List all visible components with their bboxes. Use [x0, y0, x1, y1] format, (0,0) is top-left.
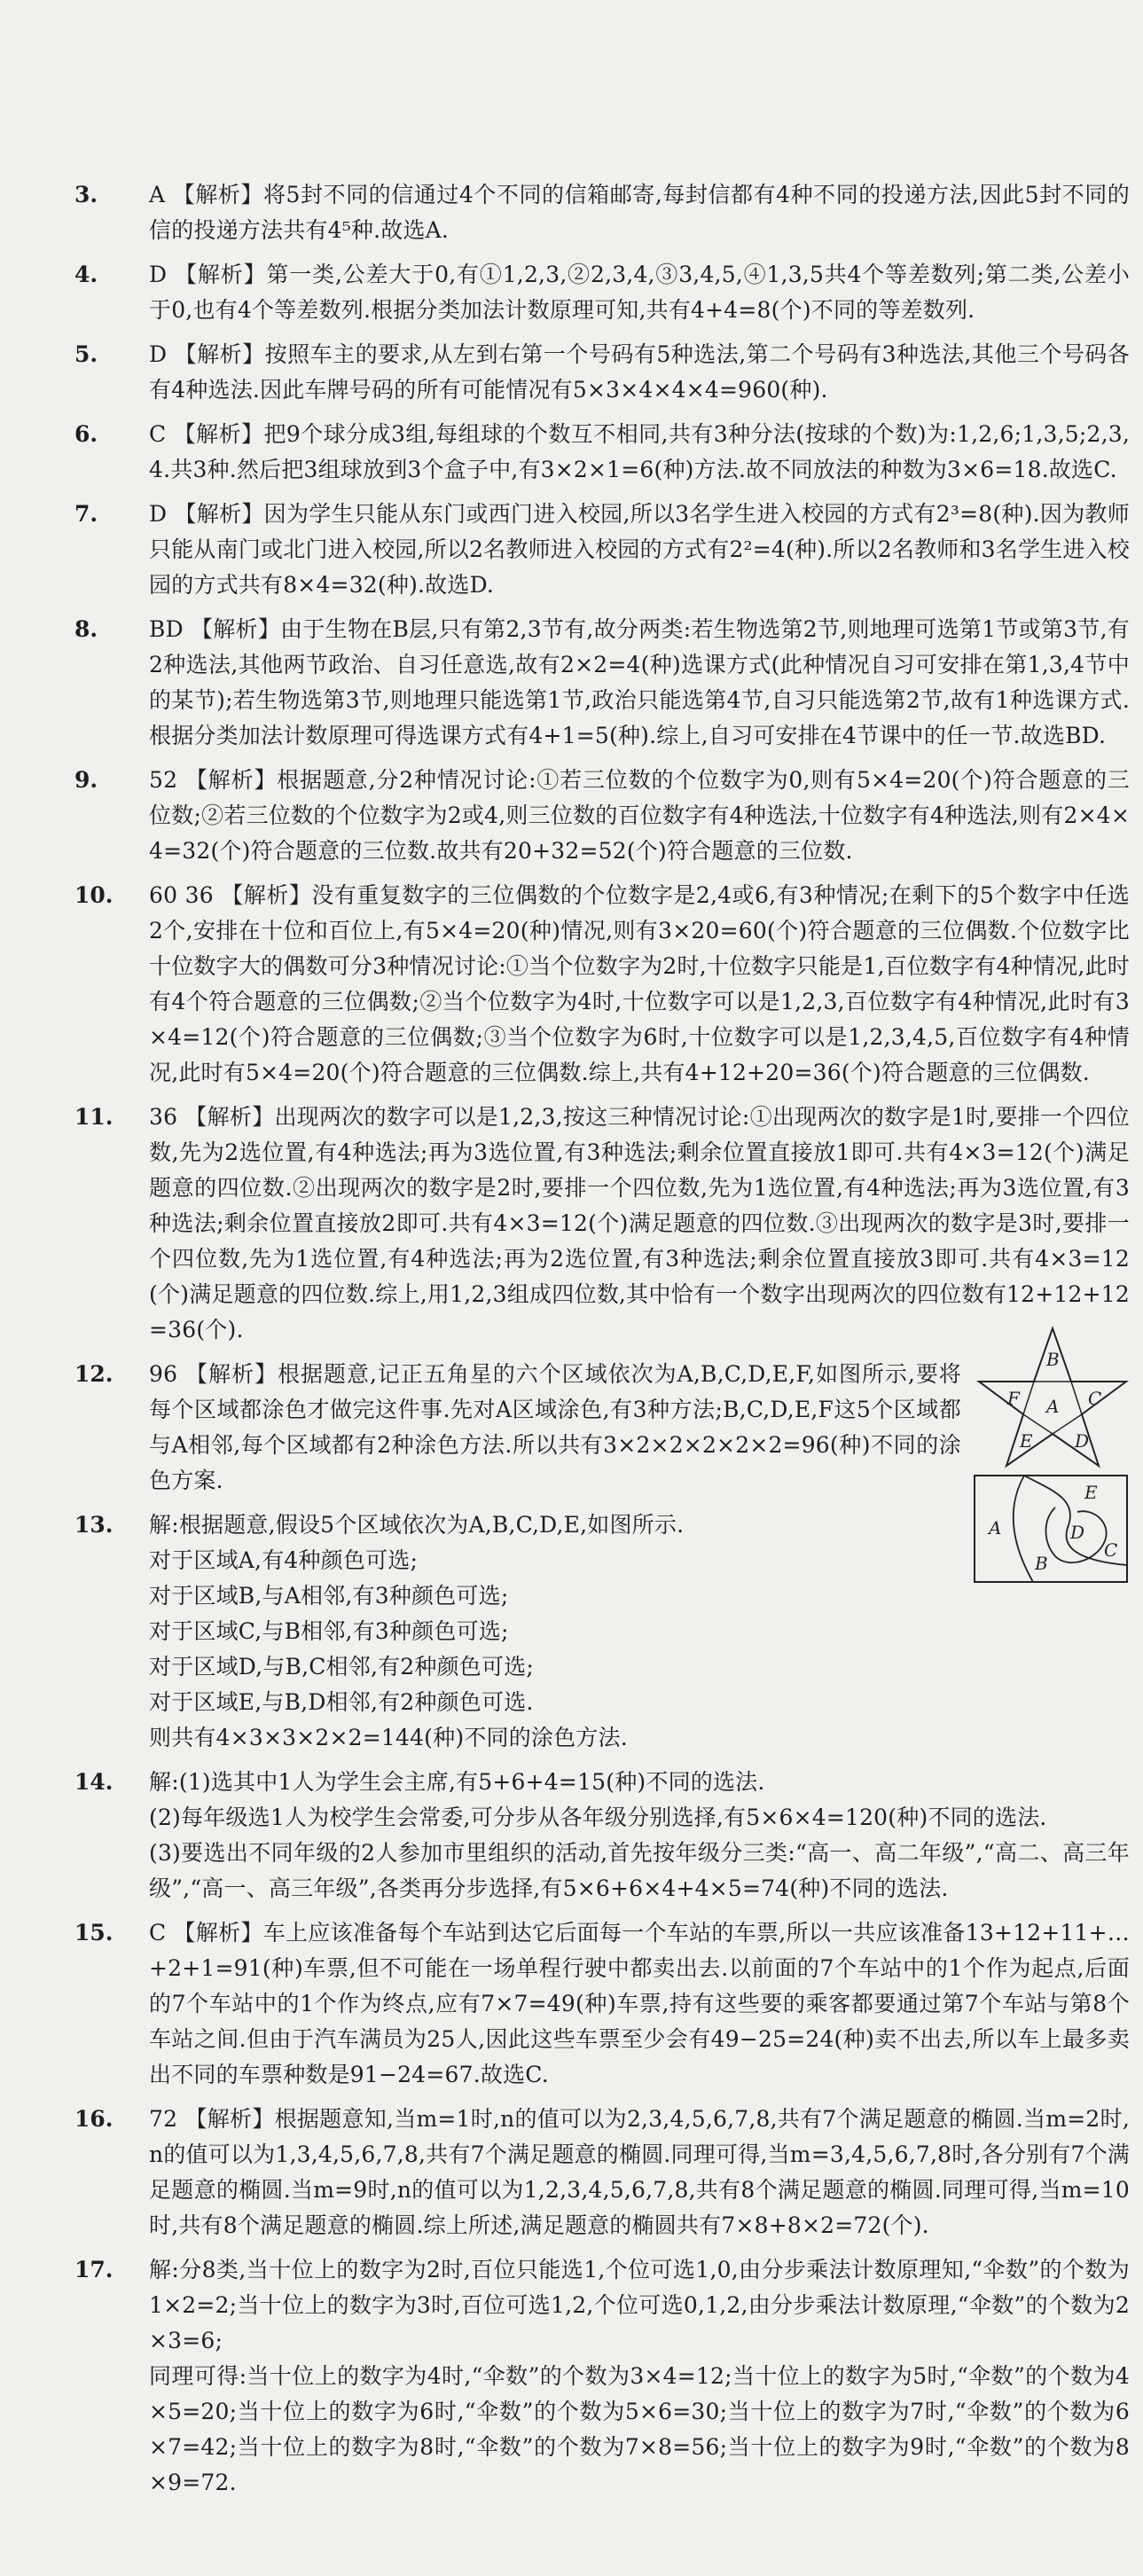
answer-item [74, 1100, 1130, 1348]
answer-number: 7. [74, 501, 98, 527]
star-label: F [1007, 1388, 1020, 1409]
answer-number: 14. [74, 1769, 114, 1795]
answer-text: 96 【解析】根据题意,记正五角星的六个区域依次为A,B,C,D,E,F,如图所示,要将每个区域都涂色才做完这件事.先对A区域涂色,有3种方法;B,C,D,E,F这5个区域都与A相邻,每个区域都有2种涂色方法.所以共有3×2×2×2×2×2=96(种)不同的涂色方案. [149, 1361, 961, 1493]
star-label: D [1075, 1430, 1090, 1452]
answer-item [74, 497, 1130, 603]
answer-number: 9. [74, 767, 98, 793]
answer-item [74, 177, 1130, 248]
answer-text: (3)要选出不同年级的2人参加市里组织的活动,首先按年级分三类:“高一、高二年级”,“高二、高三年级”,“高一、高三年级”,各类再分步选择,有5×6+6×4+4×5=74(种)不同的选法. [149, 1840, 1130, 1901]
answer-text: 解:分8类,当十位上的数字为2时,百位只能选1,个位可选1,0,由分步乘法计数原理知,“伞数”的个数为1×2=2;当十位上的数字为3时,百位可选1,2,个位可选0,1,2,由分步乘法计数原理,“伞数”的个数为2×3=6; [149, 2257, 1130, 2353]
map-label: A [989, 1517, 1002, 1539]
answer-item [74, 417, 1130, 488]
answer-number: 10. [74, 882, 114, 908]
answer-number: 11. [74, 1104, 114, 1130]
star-label: A [1046, 1396, 1060, 1417]
answer-text: (2)每年级选1人为校学生会常委,可分步从各年级分别选择,有5×6×4=120(种)不同的选法. [149, 1805, 1047, 1830]
answer-item [74, 337, 1130, 408]
answer-text: D 【解析】按照车主的要求,从左到右第一个号码有5种选法,第二个号码有3种选法,其他三个号码各有4种选法.因此车牌号码的所有可能情况有5×3×4×4×4=960(种). [149, 341, 1130, 403]
answer-text: BD 【解析】由于生物在B层,只有第2,3节有,故分两类:若生物选第2节,则地理可选第1节或第3节,有2种选法,其他两节政治、自习任意选,故有2×2=4(种)选课方式(此种情况自习可安排在第1,3,4节中的某节);若生物选第3节,则地理只能选第1节,政治只能选第4节,自习只能选第2节,故有1种选课方式.根据分类加法计数原理可得选课方式有4+1=5(种).综上,自习可安排在4节课中的任一节.故选BD. [149, 616, 1130, 748]
answer-text: 对于区域C,与B相邻,有3种颜色可选; [149, 1618, 509, 1644]
answer-text: 则共有4×3×3×2×2=144(种)不同的涂色方法. [149, 1725, 628, 1750]
map-label: B [1035, 1553, 1048, 1574]
region-map-figure [971, 1472, 1131, 1587]
answer-number: 4. [74, 262, 98, 287]
answer-text: 同理可得:当十位上的数字为4时,“伞数”的个数为3×4=12;当十位上的数字为5时,“伞数”的个数为4×5=20;当十位上的数字为6时,“伞数”的个数为5×6=30;当十位上的数字为7时,“伞数”的个数为6×7=42;当十位上的数字为8时,“伞数”的个数为7×8=56;当十位上的数字为9时,“伞数”的个数为8×9=72. [149, 2363, 1130, 2495]
map-label: C [1104, 1539, 1118, 1561]
map-label: D [1070, 1522, 1085, 1543]
answer-item [74, 2102, 1130, 2243]
answer-item [74, 1507, 961, 1756]
answer-text: 72 【解析】根据题意知,当m=1时,n的值可以为2,3,4,5,6,7,8,共有7个满足题意的椭圆.当m=2时,n的值可以为1,3,4,5,6,7,8,共有7个满足题意的椭圆.同理可得,当m=3,4,5,6,7,8时,各分别有7个满足题意的椭圆.当m=9时,n的值可以为1,2,3,4,5,6,7,8,共有8个满足题意的椭圆.同理可得,当m=10时,共有8个满足题意的椭圆.综上所述,满足题意的椭圆共有7×8+8×2=72(个). [149, 2106, 1130, 2238]
answer-number: 6. [74, 421, 98, 447]
answer-item [74, 1765, 1130, 1907]
answer-text: 对于区域A,有4种颜色可选; [149, 1547, 419, 1573]
answer-number: 12. [74, 1361, 114, 1387]
answer-number: 8. [74, 616, 98, 642]
map-label: E [1084, 1482, 1098, 1503]
answer-item [74, 2252, 1130, 2501]
answer-number: 5. [74, 341, 98, 367]
star-label: C [1088, 1388, 1102, 1409]
answer-item [74, 763, 1130, 869]
answer-text: 解:(1)选其中1人为学生会主席,有5+6+4=15(种)不同的选法. [149, 1769, 765, 1795]
answer-number: 15. [74, 1920, 114, 1946]
answer-text: 解:根据题意,假设5个区域依次为A,B,C,D,E,如图所示. [149, 1512, 685, 1538]
answer-item [74, 612, 1130, 754]
answer-number: 3. [74, 182, 98, 207]
answer-number: 13. [74, 1512, 114, 1538]
answer-list [74, 177, 1130, 2509]
answer-text: D 【解析】因为学生只能从东门或西门进入校园,所以3名学生进入校园的方式有2³=8(种).因为教师只能从南门或北门进入校园,所以2名教师进入校园的方式有2²=4(种).所以2名教师和3名学生进入校园的方式共有8×4=32(种).故选D. [149, 501, 1130, 598]
answer-number: 16. [74, 2106, 114, 2132]
answer-text: 对于区域D,与B,C相邻,有2种颜色可选; [149, 1654, 535, 1679]
answer-text: 60 36 【解析】没有重复数字的三位偶数的个位数字是2,4或6,有3种情况;在剩下的5个数字中任选2个,安排在十位和百位上,有5×4=20(种)情况,则有3×20=60(个)符合题意的三位偶数.个位数字比十位数字大的偶数可分3种情况讨论:①当个位数字为2时,十位数字只能是1,百位数字有4种情况,此时有4个符合题意的三位偶数;②当个位数字为4时,十位数字可以是1,2,3,百位数字有4种情况,此时有3×4=12(个)符合题意的三位偶数;③当个位数字为6时,十位数字可以是1,2,3,4,5,百位数字有4种情况,此时有5×4=20(个)符合题意的三位偶数.综上,共有4+12+20=36(个)符合题意的三位偶数. [149, 882, 1130, 1085]
answer-text: 对于区域B,与A相邻,有3种颜色可选; [149, 1583, 509, 1609]
pentagram-figure [975, 1321, 1131, 1472]
answer-text: C 【解析】把9个球分成3组,每组球的个数互不相同,共有3种分法(按球的个数)为:1,2,6;1,3,5;2,3,4.共3种.然后把3组球放到3个盒子中,有3×2×1=6(种)方法.故不同放法的种数为3×6=18.故选C. [149, 421, 1130, 482]
answer-text: 36 【解析】出现两次的数字可以是1,2,3,按这三种情况讨论:①出现两次的数字是1时,要排一个四位数,先为2选位置,有4种选法;再为3选位置,有3种选法;剩余位置直接放1即可.共有4×3=12(个)满足题意的四位数.②出现两次的数字是2时,要排一个四位数,先为1选位置,有4种选法;再为3选位置,有3种选法;剩余位置直接放2即可.共有4×3=12(个)满足题意的四位数.③出现两次的数字是3时,要排一个四位数,先为1选位置,有4种选法;再为2选位置,有3种选法;剩余位置直接放3即可.共有4×3=12(个)满足题意的四位数.综上,用1,2,3组成四位数,其中恰有一个数字出现两次的四位数有12+12+12=36(个). [149, 1104, 1130, 1343]
answer-number: 17. [74, 2257, 114, 2282]
answer-item [74, 1357, 961, 1499]
star-label: E [1020, 1430, 1033, 1452]
answer-item [74, 878, 1130, 1091]
answer-item [74, 1915, 1130, 2093]
answer-text: 对于区域E,与B,D相邻,有2种颜色可选. [149, 1689, 534, 1715]
answer-item [74, 257, 1130, 328]
answer-text: 52 【解析】根据题意,分2种情况讨论:①若三位数的个位数字为0,则有5×4=20(个)符合题意的三位数;②若三位数的个位数字为2或4,则三位数的百位数字有4种选法,十位数字有4种选法,则有2×4×4=32(个)符合题意的三位数.故共有20+32=52(个)符合题意的三位数. [149, 767, 1130, 864]
answer-text: D 【解析】第一类,公差大于0,有①1,2,3,②2,3,4,③3,4,5,④1,3,5共4个等差数列;第二类,公差小于0,也有4个等差数列.根据分类加法计数原理可知,共有4+4=8(个)不同的等差数列. [149, 262, 1130, 323]
answer-text: C 【解析】车上应该准备每个车站到达它后面每一个车站的车票,所以一共应该准备13+12+11+…+2+1=91(种)车票,但不可能在一场单程行驶中都卖出去.以前面的7个车站中的1个作为起点,后面的7个车站中的1个作为终点,应有7×7=49(种)车票,持有这些要的乘客都要通过第7个车站与第8个车站之间.但由于汽车满员为25人,因此这些车票至少会有49−25=24(种)卖不出去,所以车上最多卖出不同的车票种数是91−24=67.故选C. [149, 1920, 1130, 2087]
answer-text: A 【解析】将5封不同的信通过4个不同的信箱邮寄,每封信都有4种不同的投递方法,因此5封不同的信的投递方法共有4⁵种.故选A. [149, 182, 1130, 243]
star-label: B [1046, 1349, 1060, 1370]
